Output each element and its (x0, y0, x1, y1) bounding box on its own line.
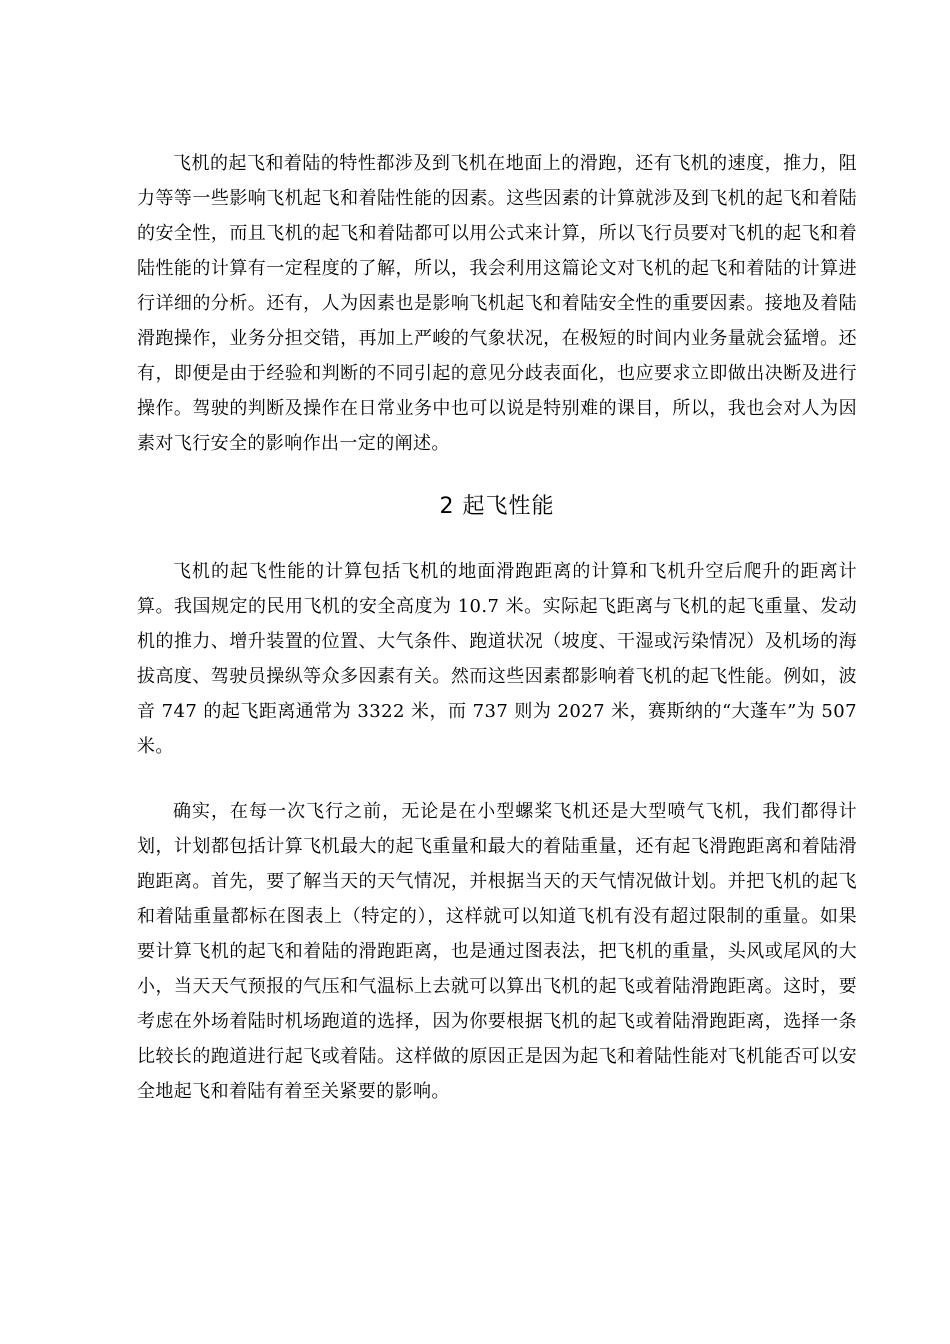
takeoff-paragraph-1: 飞机的起飞性能的计算包括飞机的地面滑跑距离的计算和飞机升空后爬升的距离计算。我国规定的民用飞机的安全高度为 10.7 米。实际起飞距离与飞机的起飞重量、发动机的推力、增升装置的位置、大气条件、跑道状况（坡度、干湿或污染情况）及机场的海拔高度、驾驶员操纵等众多因素有关。然而这些因素都影响着飞机的起飞性能。例如，波音 747 的起飞距离通常为 3322 米，而 737 则为 2027 米，赛斯纳的“大蓬车”为 507 米。 (137, 561, 857, 757)
intro-paragraph: 飞机的起飞和着陆的特性都涉及到飞机在地面上的滑跑，还有飞机的速度，推力，阻力等等一些影响飞机起飞和着陆性能的因素。这些因素的计算就涉及到飞机的起飞和着陆的安全性，而且飞机的起飞和着陆都可以用公式来计算，所以飞行员要对飞机的起飞和着陆性能的计算有一定程度的了解，所以，我会利用这篇论文对飞机的起飞和着陆的计算进行详细的分析。还有，人为因素也是影响飞机起飞和着陆安全性的重要因素。接地及着陆滑跑操作，业务分担交错，再加上严峻的气象状况，在极短的时间内业务量就会猛增。还有，即便是由于经验和判断的不同引起的意见分歧表面化，也应要求立即做出决断及进行操作。驾驶的判断及操作在日常业务中也可以说是特别难的课目，所以，我也会对人为因素对飞行安全的影响作出一定的阐述。 (137, 153, 857, 454)
takeoff-paragraph-2: 确实，在每一次飞行之前，无论是在小型螺桨飞机还是大型喷气飞机，我们都得计划，计划都包括计算飞机最大的起飞重量和最大的着陆重量，还有起飞滑跑距离和着陆滑跑距离。首先，要了解当天的天气情况，并根据当天的天气情况做计划。并把飞机的起飞和着陆重量都标在图表上（特定的），这样就可以知道飞机有没有超过限制的重量。如果要计算飞机的起飞和着陆的滑跑距离，也是通过图表法，把飞机的重量，头风或尾风的大小，当天天气预报的气压和气温标上去就可以算出飞机的起飞或着陆滑跑距离。这时，要考虑在外场着陆时机场跑道的选择，因为你要根据飞机的起飞或着陆滑跑距离，选择一条比较长的跑道进行起飞或着陆。这样做的原因正是因为起飞和着陆性能对飞机能否可以安全地起飞和着陆有着至关紧要的影响。 (137, 801, 857, 1102)
section-heading: 2 起飞性能 (439, 494, 555, 519)
document-body (137, 146, 857, 1109)
